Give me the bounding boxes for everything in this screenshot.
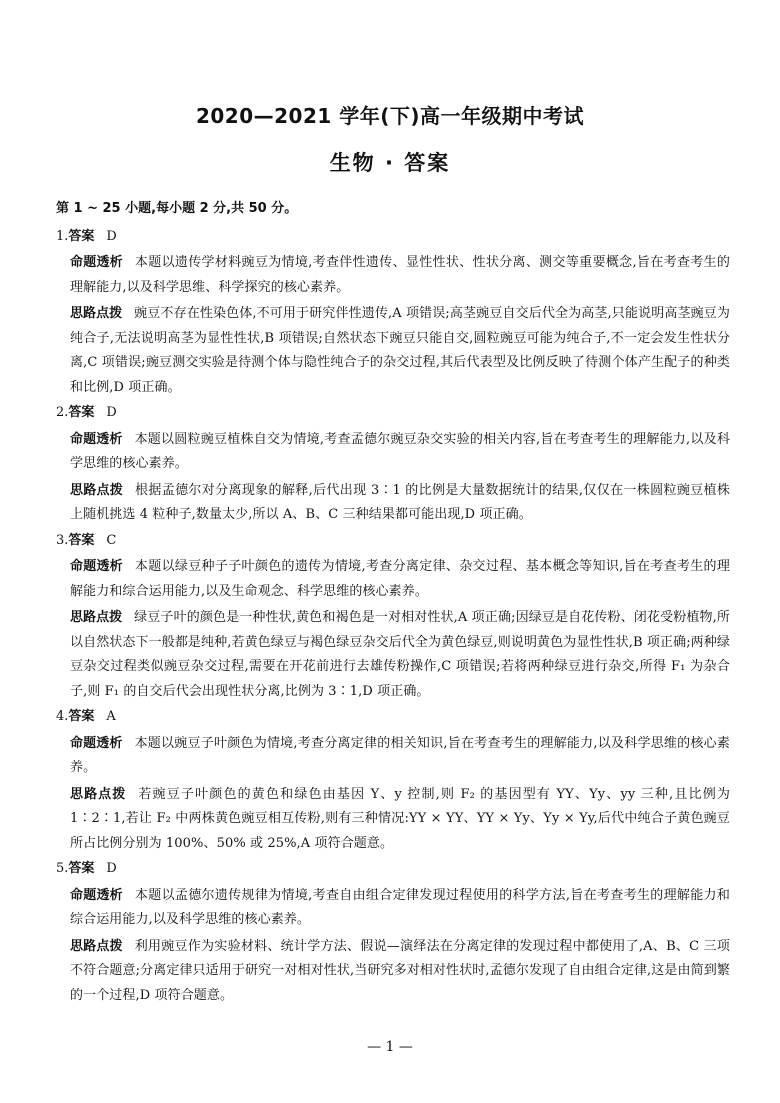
hint-paragraph [70, 935, 730, 1009]
hint-paragraph [70, 302, 730, 400]
question-3 [56, 529, 730, 705]
question-number: 4. [56, 709, 69, 724]
analysis-label: 命题透析 [70, 559, 123, 574]
question-number: 3. [56, 532, 69, 548]
hint-label: 思路点拨 [70, 938, 123, 954]
hint-label: 思路点拨 [70, 610, 123, 625]
answer-value: A [106, 709, 116, 724]
hint-paragraph [70, 783, 730, 857]
question-1 [56, 225, 730, 401]
question-header [56, 705, 730, 730]
analysis-paragraph [70, 251, 730, 300]
analysis-paragraph [70, 555, 730, 604]
hint-text: 根据孟德尔对分离现象的解释,后代出现 3∶1 的比例是大量数据统计的结果,仅仅在一株圆粒豌豆植株上随机挑选 4 粒种子,数量太少,所以 A、B、C 三种结果都可能出现,D 项正确。 [70, 482, 730, 522]
analysis-label: 命题透析 [70, 255, 123, 270]
page-title: 2020—2021 学年(下)高一年级期中考试 [195, 104, 585, 128]
analysis-label: 命题透析 [70, 735, 123, 751]
analysis-text: 本题以绿豆种子子叶颜色的遗传为情境,考查分离定律、杂交过程、基本概念等知识,旨在考查考生的理解能力和综合运用能力,以及生命观念、科学思维的核心素养。 [70, 559, 730, 599]
page-subtitle: 生物 · 答案 [329, 151, 451, 175]
section-intro: 第 1 ~ 25 小题,每小题 2 分,共 50 分。 [56, 201, 298, 216]
question-4 [56, 705, 730, 856]
answer-value: D [106, 405, 117, 420]
hint-text: 豌豆不存在性染色体,不可用于研究伴性遗传,A 项错误;高茎豌豆自交后代全为高茎,只能说明高茎豌豆为纯合子,无法说明高茎为显性性状,B 项错误;自然状态下豌豆只能自交,圆粒豌豆可能为纯合子,不一定会发生性状分离,C 项错误;豌豆测交实验是待测个体与隐性纯合子的杂交过程,其后代表型及比例反映了待测个体产生配子的种类和比例,D 项正确。 [70, 306, 730, 395]
analysis-paragraph [70, 884, 730, 933]
analysis-text: 本题以豌豆子叶颜色为情境,考查分离定律的相关知识,旨在考查考生的理解能力,以及科学思维的核心素养。 [70, 735, 730, 775]
answer-label: 答案 [68, 405, 95, 420]
question-header [56, 225, 730, 250]
answer-value: D [106, 861, 117, 876]
analysis-text: 本题以圆粒豌豆植株自交为情境,考查孟德尔豌豆杂交实验的相关内容,旨在考查考生的理解能力,以及科学思维的核心素养。 [70, 431, 730, 471]
answer-content [56, 197, 730, 1008]
analysis-text: 本题以遗传学材料豌豆为情境,考查伴性遗传、显性性状、性状分离、测交等重要概念,旨在考查考生的理解能力,以及科学思维、科学探究的核心素养。 [70, 255, 730, 295]
page-number: — 1 — [367, 1039, 413, 1055]
analysis-paragraph [70, 732, 730, 781]
answer-label: 答案 [68, 709, 95, 724]
hint-paragraph [70, 606, 730, 704]
question-header [56, 529, 730, 554]
hint-text: 绿豆子叶的颜色是一种性状,黄色和褐色是一对相对性状,A 项正确;因绿豆是自花传粉、闭花受粉植物,所以自然状态下一般都是纯种,若黄色绿豆与褐色绿豆杂交后代全为黄色绿豆,则说明黄色为显性性状,B 项正确;两种绿豆杂交过程类似豌豆杂交过程,需要在开花前进行去雄传粉操作,C 项错误;若将两种绿豆进行杂交,所得 F₁ 为杂合子,则 F₁ 的自交后代会出现性状分离,比例为 3∶1,D 项正确。 [70, 610, 730, 699]
hint-label: 思路点拨 [70, 306, 123, 321]
question-number: 1. [56, 228, 69, 244]
question-2 [56, 401, 730, 528]
analysis-paragraph [70, 428, 730, 477]
hint-label: 思路点拨 [70, 482, 124, 498]
hint-label: 思路点拨 [70, 786, 127, 802]
answer-label: 答案 [68, 532, 95, 548]
question-header [56, 857, 730, 882]
question-5 [56, 857, 730, 1008]
answer-label: 答案 [68, 228, 95, 244]
answer-value: C [106, 532, 117, 548]
question-number: 2. [56, 405, 69, 420]
answer-label: 答案 [68, 861, 95, 876]
hint-text: 利用豌豆作为实验材料、统计学方法、假说—演绎法在分离定律的发现过程中都使用了,A、B、C 三项不符合题意;分离定律只适用于研究一对相对性状,当研究多对相对性状时,孟德尔发现了自由组合定律,这是由简到繁的一个过程,D 项符合题意。 [70, 938, 730, 1003]
analysis-label: 命题透析 [70, 887, 123, 903]
answer-value: D [106, 228, 117, 244]
question-number: 5. [56, 861, 69, 876]
analysis-label: 命题透析 [70, 431, 123, 447]
hint-paragraph [70, 479, 730, 528]
question-header [56, 401, 730, 426]
analysis-text: 本题以孟德尔遗传规律为情境,考查自由组合定律发现过程使用的科学方法,旨在考查考生的理解能力和综合运用能力,以及科学思维的核心素养。 [70, 887, 730, 927]
hint-text: 若豌豆子叶颜色的黄色和绿色由基因 Y、y 控制,则 F₂ 的基因型有 YY、Yy、yy 三种,且比例为 1∶2∶1,若让 F₂ 中两株黄色豌豆相互传粉,则有三种情况:YY × YY、YY × Yy、Yy × Yy,后代中纯合子黄色豌豆所占比例分别为 100%、50% 或 25%,A 项符合题意。 [70, 786, 730, 851]
